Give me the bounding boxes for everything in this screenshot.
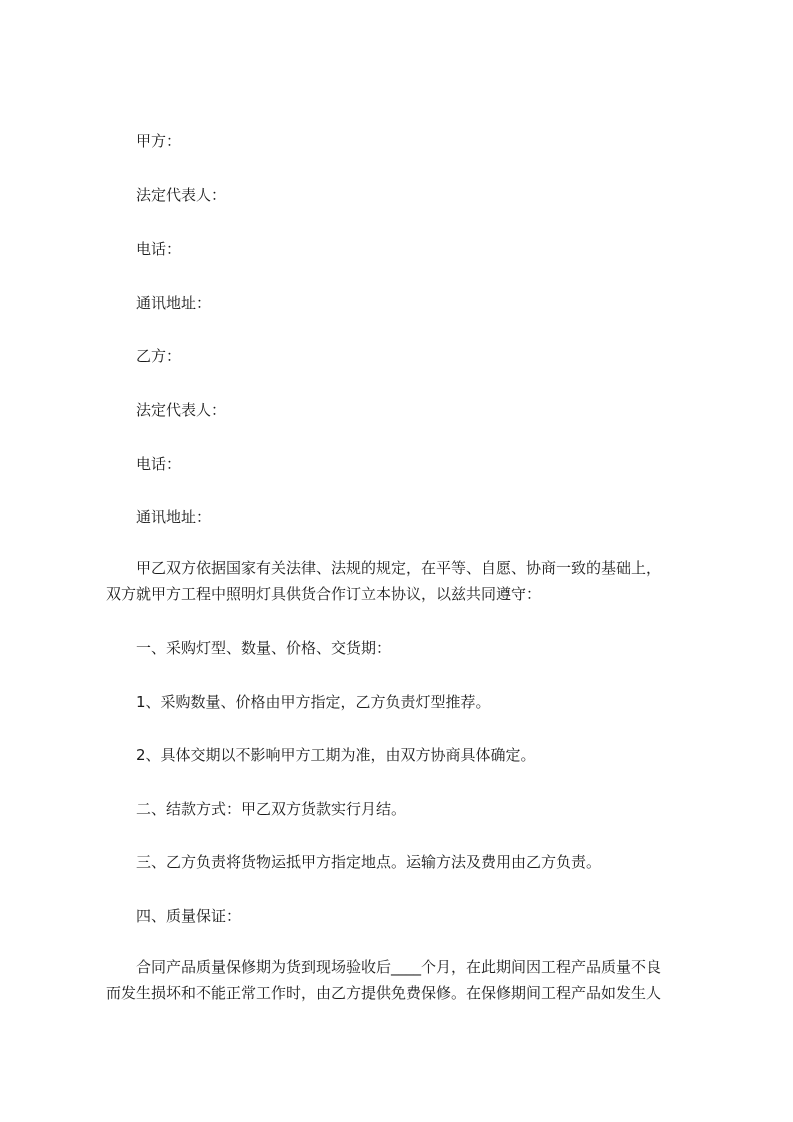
section-1-item-1: 1、采购数量、价格由甲方指定，乙方负责灯型推荐。 (136, 693, 491, 711)
party-b-address: 通讯地址： (136, 508, 212, 526)
section-3-title: 三、乙方负责将货物运抵甲方指定地点。运输方法及费用由乙方负责。 (136, 853, 602, 871)
section-1-title: 一、采购灯型、数量、价格、交货期： (136, 639, 392, 657)
section-4-paragraph (106, 957, 686, 1003)
section-1-item-2: 2、具体交期以不影响甲方工期为准，由双方协商具体确定。 (136, 746, 536, 764)
section-4-line-2: 而发生损坏和不能正常工作时，由乙方提供免费保修。在保修期间工程产品如发生人 (106, 984, 662, 1002)
section-4-line-1: 合同产品质量保修期为货到现场验收后____个月，在此期间因工程产品质量不良 (136, 958, 662, 976)
intro-line-2: 双方就甲方工程中照明灯具供货合作订立本协议，以兹共同遵守： (106, 585, 542, 603)
intro-paragraph (106, 558, 686, 604)
party-a-label: 甲方： (136, 132, 182, 150)
party-a-phone: 电话： (136, 240, 182, 258)
party-b-label: 乙方： (136, 347, 182, 365)
party-b-phone: 电话： (136, 455, 182, 473)
section-4-title: 四、质量保证： (136, 907, 242, 925)
party-a-address: 通讯地址： (136, 294, 212, 312)
party-a-representative: 法定代表人： (136, 186, 227, 204)
party-b-representative: 法定代表人： (136, 401, 227, 419)
intro-line-1: 甲乙双方依据国家有关法律、法规的规定，在平等、自愿、协商一致的基础上， (136, 559, 662, 577)
section-2-title: 二、结款方式：甲乙双方货款实行月结。 (136, 800, 407, 818)
